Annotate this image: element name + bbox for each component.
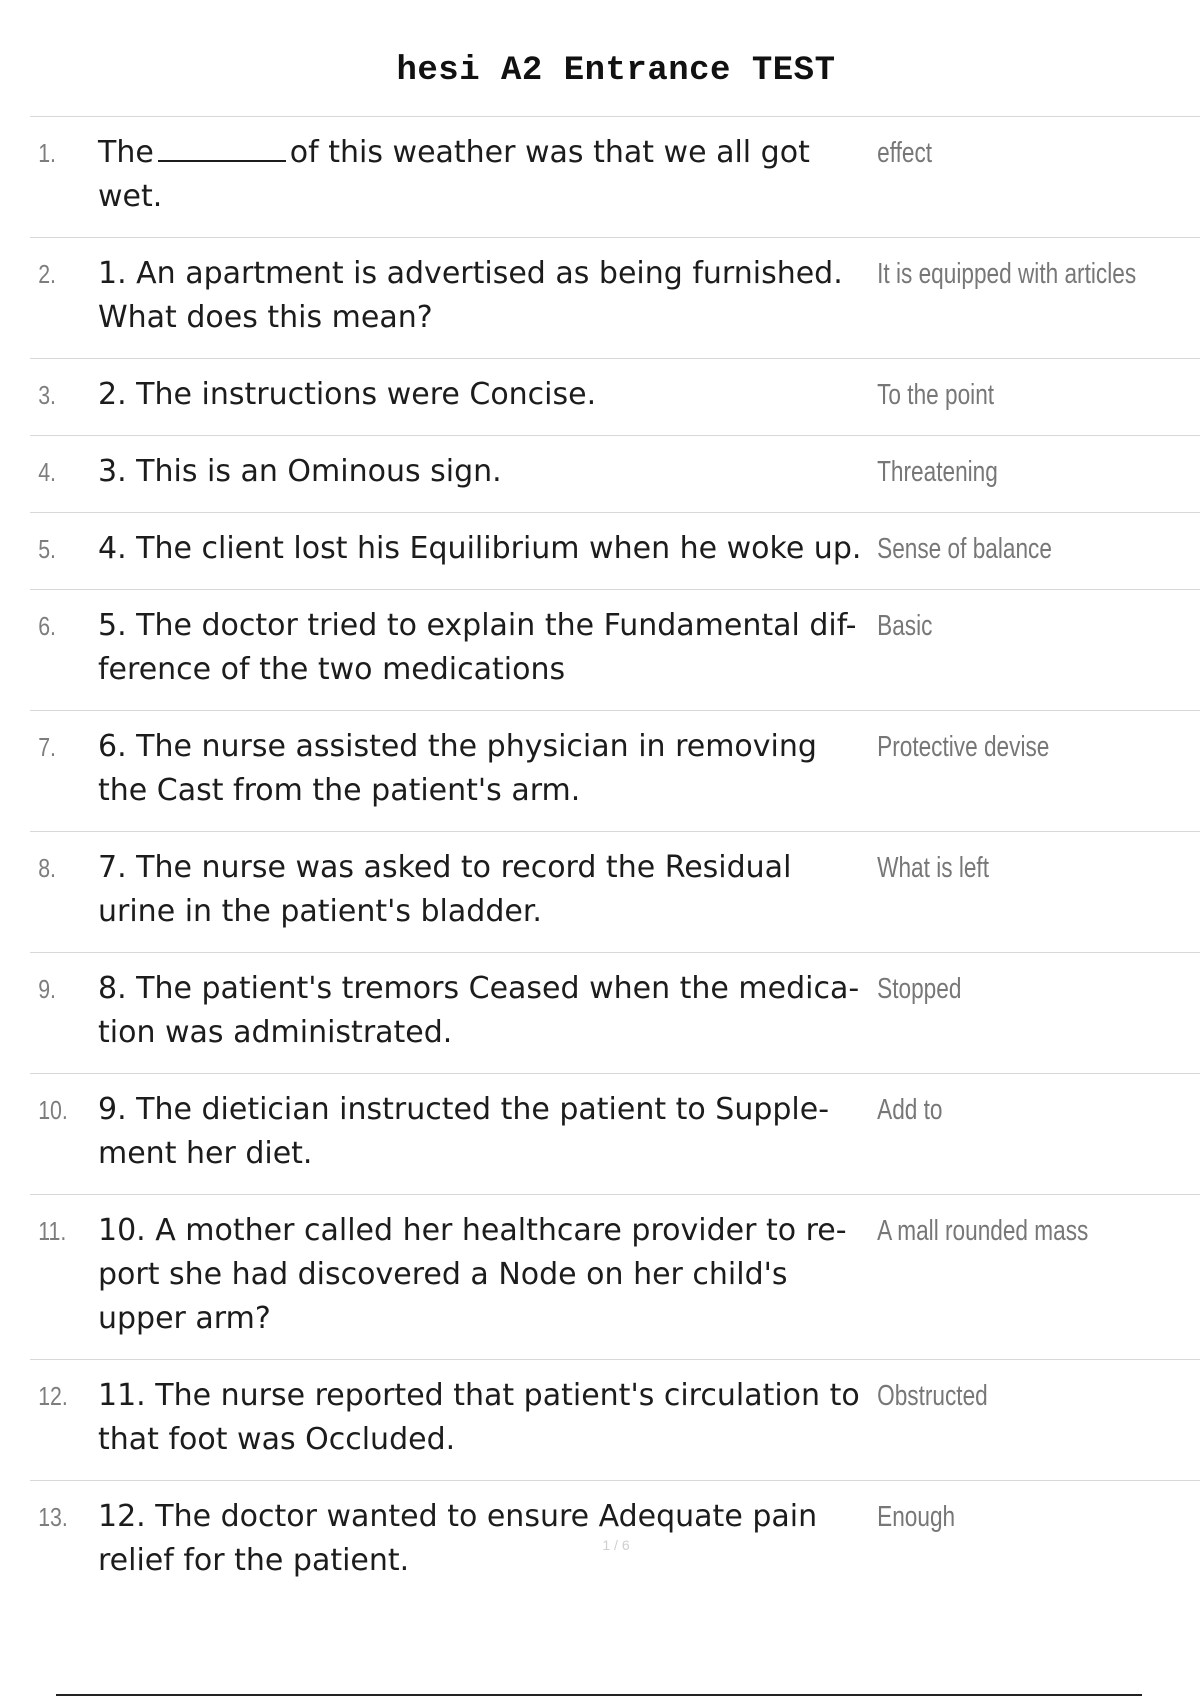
item-question: 12. The doctor wanted to ensure Adequate pain relief for the patient. xyxy=(98,1499,818,1578)
page-bottom-divider xyxy=(56,1694,1142,1696)
list-item xyxy=(30,1074,1200,1195)
question-answer-list xyxy=(30,116,1200,1601)
item-number: 2. xyxy=(38,259,56,289)
item-question: 7. The nurse was asked to record the Residual urine in the patient's bladder. xyxy=(98,850,792,929)
item-number: 5. xyxy=(38,534,56,564)
list-item xyxy=(30,436,1200,513)
item-question: 10. A mother called her healthcare provider to re- port she had discovered a Node on her child's upper arm? xyxy=(98,1213,847,1336)
item-answer: What is left xyxy=(877,852,990,884)
item-question: 9. The dietician instructed the patient to Supple- ment her diet. xyxy=(98,1092,830,1171)
document-title: hesi A2 Entrance TEST xyxy=(396,52,836,90)
item-number: 1. xyxy=(38,138,56,168)
item-question: 2. The instructions were Concise. xyxy=(98,377,597,412)
item-question: 11. The nurse reported that patient's circulation to that foot was Occluded. xyxy=(98,1378,860,1457)
item-answer: Stopped xyxy=(877,973,962,1005)
item-question xyxy=(98,131,874,219)
item-number: 10. xyxy=(38,1095,68,1125)
question-text-after-blank: of this weather was that we all got wet. xyxy=(98,135,810,214)
item-answer: Protective devise xyxy=(877,731,1050,763)
list-item xyxy=(30,513,1200,590)
item-number: 8. xyxy=(38,853,56,883)
item-question: 4. The client lost his Equilibrium when he woke up. xyxy=(98,531,862,566)
item-answer: To the point xyxy=(877,379,995,411)
list-item xyxy=(30,590,1200,711)
list-item xyxy=(30,117,1200,238)
item-number: 6. xyxy=(38,611,56,641)
item-answer: Basic xyxy=(877,610,933,642)
item-question: 3. This is an Ominous sign. xyxy=(98,454,502,489)
list-item xyxy=(30,1360,1200,1481)
list-item xyxy=(30,1195,1200,1360)
list-item xyxy=(30,832,1200,953)
item-number: 11. xyxy=(38,1216,67,1246)
list-item xyxy=(30,953,1200,1074)
item-number: 12. xyxy=(38,1381,68,1411)
item-answer: A mall rounded mass xyxy=(877,1215,1089,1247)
question-text-before-blank: The xyxy=(98,135,154,170)
item-question: 8. The patient's tremors Ceased when the medica- tion was administrated. xyxy=(98,971,860,1050)
item-number: 7. xyxy=(38,732,56,762)
list-item xyxy=(30,238,1200,359)
item-answer: It is equipped with articles xyxy=(877,258,1137,290)
item-answer: Obstructed xyxy=(877,1380,988,1412)
item-answer: Sense of balance xyxy=(877,533,1052,565)
item-answer: effect xyxy=(877,137,933,169)
item-answer: Threatening xyxy=(877,456,998,488)
item-question: 1. An apartment is advertised as being furnished. What does this mean? xyxy=(98,256,843,335)
item-number: 3. xyxy=(38,380,56,410)
item-question: 6. The nurse assisted the physician in removing the Cast from the patient's arm. xyxy=(98,729,817,808)
list-item xyxy=(30,711,1200,832)
item-number: 9. xyxy=(38,974,56,1004)
item-answer: Add to xyxy=(877,1094,943,1126)
list-item xyxy=(30,359,1200,436)
item-question: 5. The doctor tried to explain the Fundamental dif- ference of the two medications xyxy=(98,608,857,687)
fill-in-blank xyxy=(158,132,286,162)
item-answer: Enough xyxy=(877,1501,956,1533)
item-number: 4. xyxy=(38,457,56,487)
item-number: 13. xyxy=(38,1502,68,1532)
page-number: 1 / 6 xyxy=(602,1537,630,1553)
